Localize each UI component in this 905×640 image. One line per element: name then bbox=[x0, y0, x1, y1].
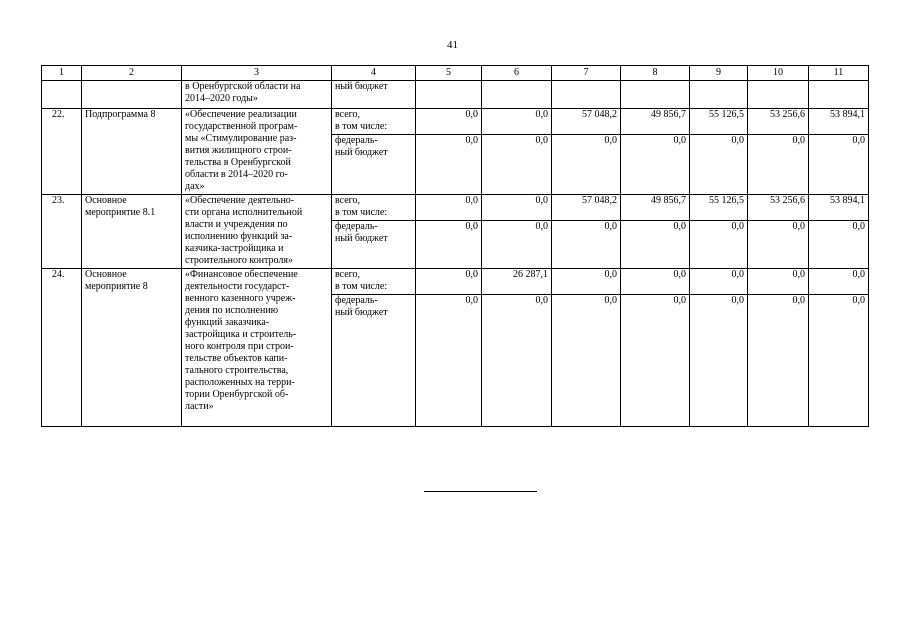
header-row bbox=[42, 66, 869, 81]
cell-empty bbox=[82, 81, 182, 109]
value-cell: 0,0 bbox=[748, 221, 809, 269]
value-cell: 57 048,2 bbox=[552, 109, 621, 135]
cell-empty bbox=[748, 81, 809, 109]
value-cell: 0,0 bbox=[690, 135, 748, 195]
value-cell: 26 287,1 bbox=[482, 269, 552, 295]
value-cell: 57 048,2 bbox=[552, 195, 621, 221]
table-row bbox=[42, 269, 869, 295]
value-cell: 0,0 bbox=[552, 269, 621, 295]
header-cell: 9 bbox=[690, 66, 748, 81]
value-cell: 0,0 bbox=[690, 295, 748, 427]
value-cell: 0,0 bbox=[690, 221, 748, 269]
cell-empty bbox=[809, 81, 869, 109]
value-cell: 0,0 bbox=[621, 295, 690, 427]
value-cell: 55 126,5 bbox=[690, 195, 748, 221]
value-cell: 49 856,7 bbox=[621, 195, 690, 221]
table-row bbox=[42, 109, 869, 135]
value-cell: 0,0 bbox=[482, 109, 552, 135]
value-cell: 0,0 bbox=[482, 295, 552, 427]
value-cell: 0,0 bbox=[621, 221, 690, 269]
row-number: 22. bbox=[42, 109, 82, 195]
row-description: «Финансовое обеспечение деятельности государст- венного казенного учреж- дения по исполнению функций заказчика- застройщика и строитель- ного контроля при строи- тельстве объектов капи- тального строительства, расположенных на терри- тории Оренбургской об- ласти» bbox=[182, 269, 332, 427]
value-cell: 0,0 bbox=[416, 195, 482, 221]
value-cell: 53 894,1 bbox=[809, 195, 869, 221]
value-cell: 0,0 bbox=[748, 295, 809, 427]
cell-empty bbox=[42, 81, 82, 109]
value-cell: 0,0 bbox=[690, 269, 748, 295]
value-cell: 0,0 bbox=[809, 295, 869, 427]
value-cell: 0,0 bbox=[809, 269, 869, 295]
row-name: Основное мероприятие 8 bbox=[82, 269, 182, 427]
budget-table bbox=[41, 65, 869, 427]
row-source: всего, в том числе: bbox=[332, 269, 416, 295]
row-source: всего, в том числе: bbox=[332, 109, 416, 135]
value-cell: 0,0 bbox=[621, 269, 690, 295]
value-cell: 0,0 bbox=[482, 221, 552, 269]
cell-empty bbox=[552, 81, 621, 109]
cell-empty bbox=[690, 81, 748, 109]
value-cell: 0,0 bbox=[748, 135, 809, 195]
value-cell: 0,0 bbox=[621, 135, 690, 195]
cell-empty bbox=[621, 81, 690, 109]
value-cell: 0,0 bbox=[416, 135, 482, 195]
row-name: Подпрограмма 8 bbox=[82, 109, 182, 195]
row-source: всего, в том числе: bbox=[332, 195, 416, 221]
value-cell: 0,0 bbox=[809, 135, 869, 195]
header-cell: 8 bbox=[621, 66, 690, 81]
header-cell: 6 bbox=[482, 66, 552, 81]
value-cell: 53 256,6 bbox=[748, 195, 809, 221]
cell-description: в Оренбургской области на 2014–2020 годы» bbox=[182, 81, 332, 109]
row-number: 23. bbox=[42, 195, 82, 269]
value-cell: 49 856,7 bbox=[621, 109, 690, 135]
row-number: 24. bbox=[42, 269, 82, 427]
row-description: «Обеспечение реализации государственной програм- мы «Стимулирование раз- вития жилищного строи- тельства в Оренбургской области в 2014–2020 го- дах» bbox=[182, 109, 332, 195]
value-cell: 0,0 bbox=[482, 135, 552, 195]
value-cell: 0,0 bbox=[416, 221, 482, 269]
value-cell: 0,0 bbox=[552, 295, 621, 427]
table-row bbox=[42, 195, 869, 221]
value-cell: 53 894,1 bbox=[809, 109, 869, 135]
row-description: «Обеспечение деятельно- сти органа исполнительной власти и учреждения по исполнению функций за- казчика-застройщика и строительного контроля» bbox=[182, 195, 332, 269]
header-cell: 7 bbox=[552, 66, 621, 81]
page-number: 41 bbox=[447, 39, 458, 51]
value-cell: 0,0 bbox=[809, 221, 869, 269]
row-source: федераль- ный бюджет bbox=[332, 221, 416, 269]
continuation-row bbox=[42, 81, 869, 109]
header-cell: 10 bbox=[748, 66, 809, 81]
value-cell: 53 256,6 bbox=[748, 109, 809, 135]
header-cell: 1 bbox=[42, 66, 82, 81]
header-cell: 3 bbox=[182, 66, 332, 81]
row-source: федераль- ный бюджет bbox=[332, 295, 416, 427]
cell-empty bbox=[416, 81, 482, 109]
value-cell: 0,0 bbox=[552, 221, 621, 269]
header-cell: 2 bbox=[82, 66, 182, 81]
header-cell: 11 bbox=[809, 66, 869, 81]
value-cell: 55 126,5 bbox=[690, 109, 748, 135]
header-cell: 4 bbox=[332, 66, 416, 81]
value-cell: 0,0 bbox=[416, 295, 482, 427]
value-cell: 0,0 bbox=[482, 195, 552, 221]
value-cell: 0,0 bbox=[416, 269, 482, 295]
cell-empty bbox=[482, 81, 552, 109]
row-name: Основное мероприятие 8.1 bbox=[82, 195, 182, 269]
value-cell: 0,0 bbox=[552, 135, 621, 195]
row-source: федераль- ный бюджет bbox=[332, 135, 416, 195]
footer-rule bbox=[424, 491, 537, 492]
value-cell: 0,0 bbox=[748, 269, 809, 295]
header-cell: 5 bbox=[416, 66, 482, 81]
cell-source: ный бюджет bbox=[332, 81, 416, 109]
value-cell: 0,0 bbox=[416, 109, 482, 135]
